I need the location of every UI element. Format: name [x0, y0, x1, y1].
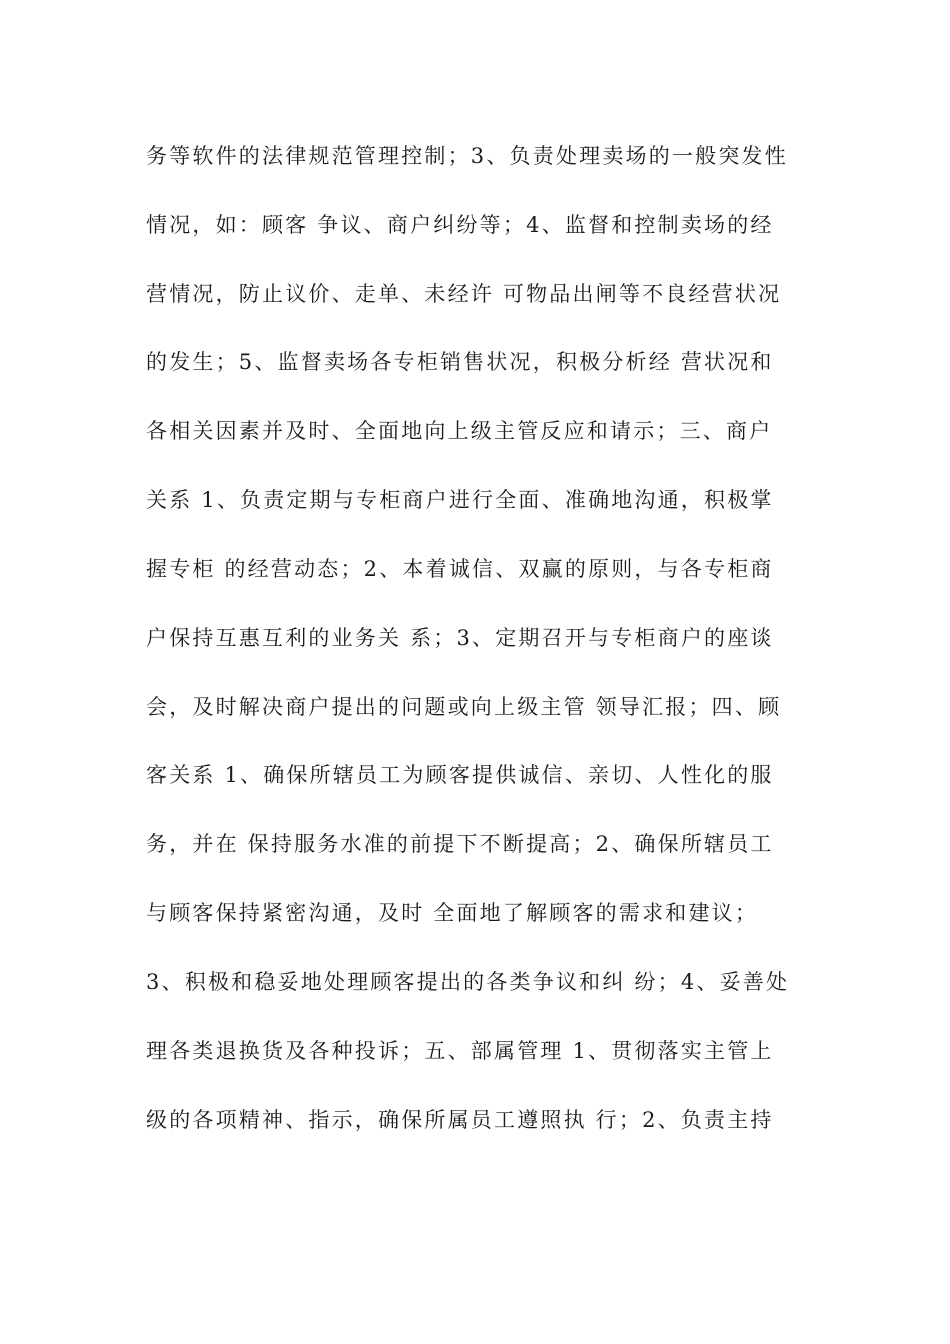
text-line: 各相关因素并及时、全面地向上级主管反应和请示；三、商户: [146, 419, 773, 443]
text-line: 务等软件的法律规范管理控制；3、负责处理卖场的一般突发性: [146, 144, 788, 168]
text-line: 理各类退换货及各种投诉；五、部属管理 1、贯彻落实主管上: [146, 1039, 774, 1063]
text-line: 级的各项精神、指示，确保所属员工遵照执 行；2、负责主持: [146, 1108, 774, 1132]
text-line: 3、积极和稳妥地处理顾客提出的各类争议和纠 纷；4、妥善处: [146, 970, 790, 994]
text-line: 与顾客保持紧密沟通，及时 全面地了解顾客的需求和建议；: [146, 901, 759, 925]
text-line: 的发生；5、监督卖场各专柜销售状况，积极分析经 营状况和: [146, 350, 774, 374]
text-line: 关系 1、负责定期与专柜商户进行全面、准确地沟通，积极掌: [146, 488, 774, 512]
text-line: 营情况，防止议价、走单、未经许 可物品出闸等不良经营状况: [146, 282, 782, 306]
text-line: 握专柜 的经营动态；2、本着诚信、双赢的原则，与各专柜商: [146, 557, 774, 581]
text-line: 客关系 1、确保所辖员工为顾客提供诚信、亲切、人性化的服: [146, 763, 774, 787]
text-line: 户保持互惠互利的业务关 系；3、定期召开与专柜商户的座谈: [146, 626, 774, 650]
text-line: 务，并在 保持服务水准的前提下不断提高；2、确保所辖员工: [146, 832, 774, 856]
text-line: 会，及时解决商户提出的问题或向上级主管 领导汇报；四、顾: [146, 695, 782, 719]
text-line: 情况，如：顾客 争议、商户纠纷等；4、监督和控制卖场的经: [146, 213, 774, 237]
